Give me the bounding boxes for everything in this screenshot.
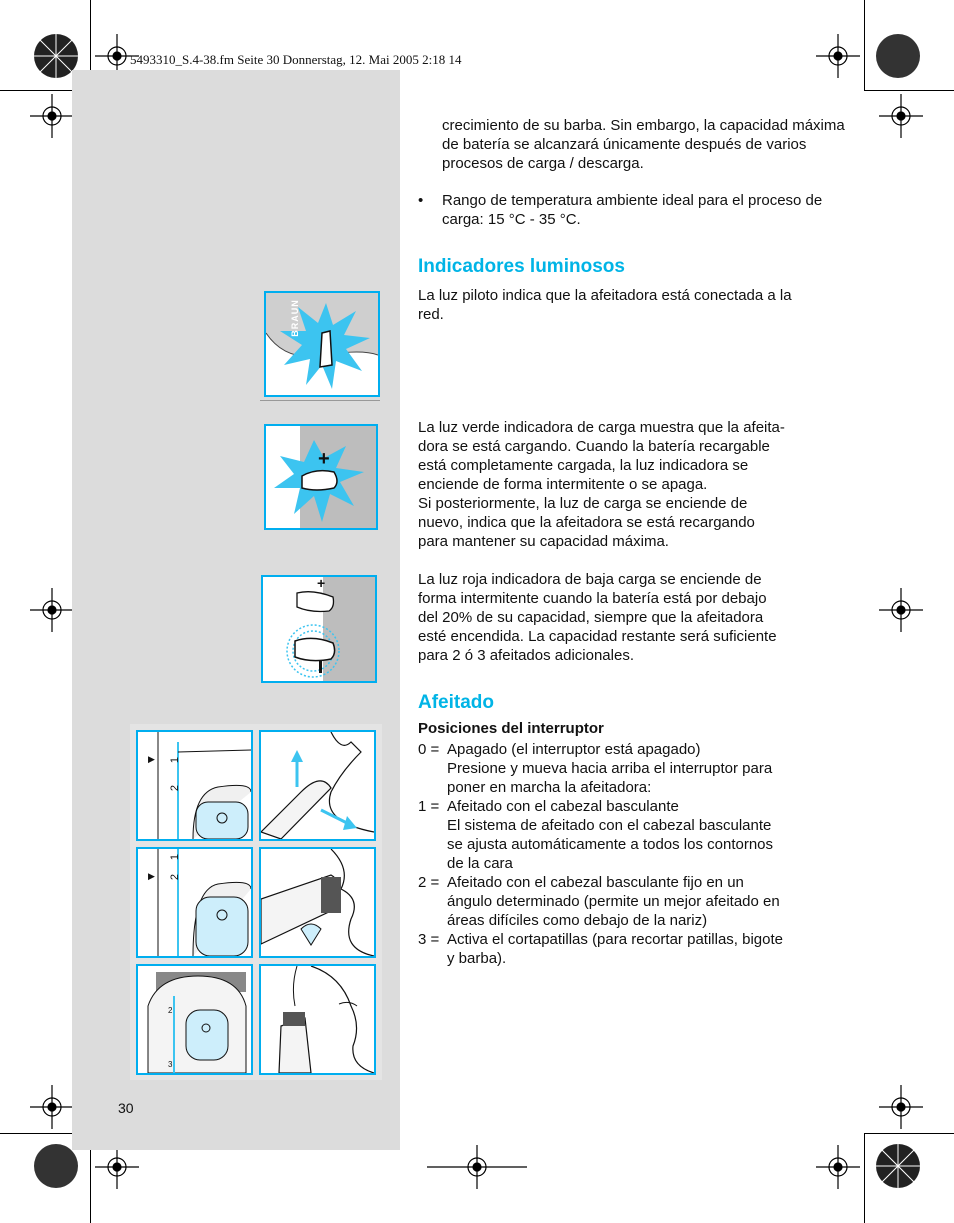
green-light-line: La luz verde indicadora de carga muestra que la afeita- <box>418 419 785 436</box>
switch-label: 3 <box>168 1060 173 1069</box>
pointer-icon: ▶ <box>148 754 155 764</box>
bullet-icon: • <box>418 192 424 209</box>
list-item-number: 2 = <box>418 874 440 891</box>
switch-position-2-figure <box>136 847 253 958</box>
green-light-line: para mantener su capacidad máxima. <box>418 533 669 550</box>
red-light-line: esté encendida. La capacidad restante será suficiente <box>418 628 777 645</box>
list-item-line: ángulo determinado (permite un mejor afeitado en <box>447 893 780 910</box>
plus-sign: + <box>318 448 330 470</box>
brand-logo: BRAUN <box>289 299 300 337</box>
green-light-line: dora se está cargando. Cuando la batería recargable <box>418 438 770 455</box>
switch-label: 2 <box>168 1006 173 1015</box>
list-item <box>418 797 838 873</box>
switch-position-1-figure <box>136 730 253 841</box>
indicators-heading: Indicadores luminosos <box>418 256 625 277</box>
switch-positions-subheading: Posiciones del interruptor <box>418 720 604 737</box>
low-battery-light-figure <box>261 575 377 683</box>
green-light-line: está completamente cargada, la luz indicadora se <box>418 457 749 474</box>
list-item-line: áreas difíciles como debajo de la nariz) <box>447 912 708 929</box>
red-light-line: para 2 ó 3 afeitados adicionales. <box>418 647 634 664</box>
red-light-text <box>418 570 838 665</box>
pointer-icon: ▶ <box>148 871 155 881</box>
list-item-line: El sistema de afeitado con el cabezal basculante <box>447 817 772 834</box>
plus-sign: + <box>317 575 326 591</box>
temperature-bullet-text: Rango de temperatura ambiente ideal para el proceso de carga: 15 °C - 35 °C. <box>442 192 823 228</box>
list-item <box>418 930 838 968</box>
list-item-line: se ajusta automáticamente a todos los contornos <box>447 836 774 853</box>
green-light-line: Si posteriormente, la luz de carga se enciende de <box>418 495 748 512</box>
switch-positions-list <box>418 740 838 968</box>
charge-light-figure <box>264 424 378 530</box>
red-light-line: del 20% de su capacidad, siempre que la afeitadora <box>418 609 764 626</box>
green-light-line: nuevo, indica que la afeitadora se está recargando <box>418 514 755 531</box>
list-item <box>418 740 838 797</box>
figure-divider <box>260 400 380 401</box>
trimmer-switch-figure <box>136 964 253 1075</box>
shaving-heading: Afeitado <box>418 692 494 713</box>
list-item-line: Afeitado con el cabezal basculante <box>447 798 679 815</box>
pilot-light-figure <box>264 291 380 397</box>
list-item <box>418 873 838 930</box>
pilot-light-text: La luz piloto indica que la afeitadora está conectada a la red. <box>418 287 792 323</box>
switch-label: 1 <box>169 756 182 764</box>
print-header: 5493310_S.4-38.fm Seite 30 Donnerstag, 12. Mai 2005 2:18 14 <box>130 52 462 67</box>
green-light-text <box>418 418 838 551</box>
green-light-line: enciende de forma intermitente o se apaga. <box>418 476 708 493</box>
switch-label: 2 <box>169 784 182 792</box>
list-item-number: 3 = <box>418 931 440 948</box>
list-item-line: Presione y mueva hacia arriba el interruptor para <box>447 760 773 777</box>
trimmer-face-figure <box>259 964 376 1075</box>
red-light-line: forma intermitente cuando la batería está por debajo <box>418 590 767 607</box>
intro-continued-text: crecimiento de su barba. Sin embargo, la capacidad máxima de batería se alcanzará únicamente después de varios procesos de carga / descarga. <box>442 117 845 172</box>
list-item-line: poner en marcha la afeitadora: <box>447 779 652 796</box>
shaving-face-figure-1 <box>259 730 376 841</box>
list-item-line: y barba). <box>447 950 507 967</box>
switch-label: 2 <box>169 873 182 881</box>
page-number: 30 <box>118 1100 134 1116</box>
list-item-number: 1 = <box>418 798 440 815</box>
list-item-line: de la cara <box>447 855 513 872</box>
shaving-face-figure-2 <box>259 847 376 958</box>
list-item-line: Afeitado con el cabezal basculante fijo en un <box>447 874 744 891</box>
list-item-number: 0 = <box>418 741 440 758</box>
list-item-line: Activa el cortapatillas (para recortar patillas, bigote <box>447 931 783 948</box>
switch-label: 1 <box>169 853 182 861</box>
list-item-line: Apagado (el interruptor está apagado) <box>447 741 701 758</box>
red-light-line: La luz roja indicadora de baja carga se enciende de <box>418 571 762 588</box>
